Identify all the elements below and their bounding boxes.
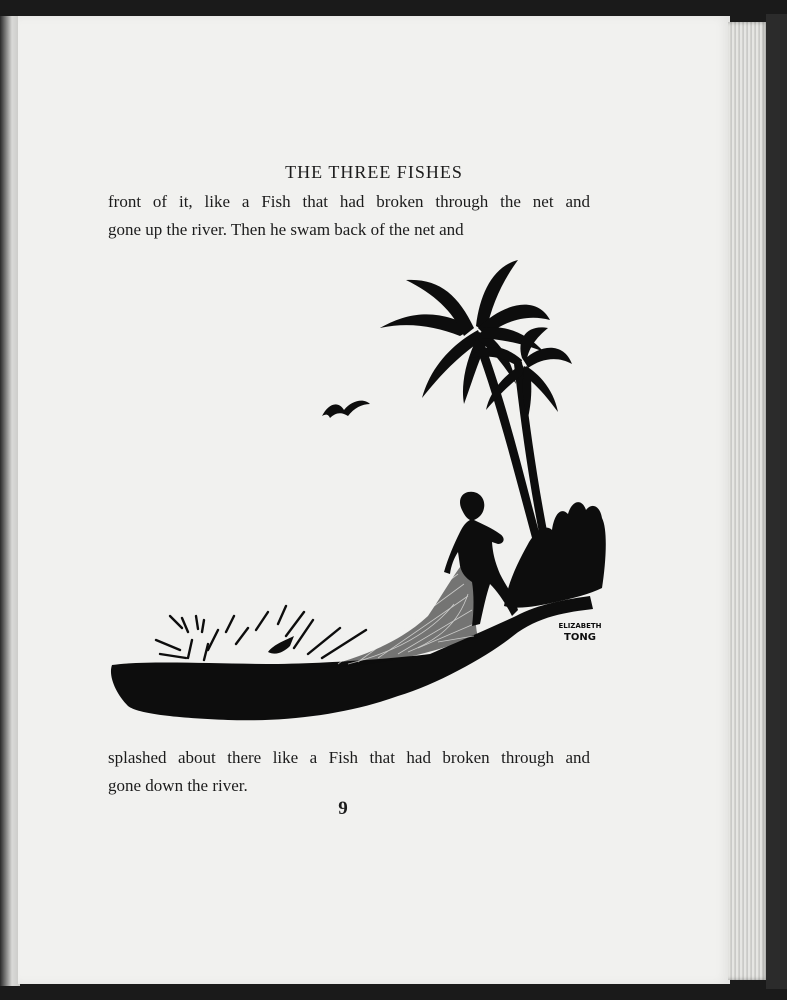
paragraph-bottom [108,744,590,800]
artist-signature [558,622,601,643]
text-line: gone down the river. [108,776,248,795]
fish-shape [268,636,294,654]
splash-lines [156,606,366,660]
svg-text:TONG: TONG [564,632,596,643]
page-number: 9 [338,798,348,819]
book-cover-right [766,14,787,989]
book-page [18,16,730,984]
paragraph-top [108,188,590,244]
text-line: front of it, like a Fish that had broken through the net and [108,192,590,211]
undergrowth-bush [504,502,606,608]
text-line: gone up the river. Then he swam back of the net and [108,220,464,239]
running-head: THE THREE FISHES [285,162,463,182]
page-edges [728,22,768,980]
silhouette-illustration [108,244,608,736]
svg-text:ELIZABETH: ELIZABETH [558,622,602,630]
book-cover-left [0,16,20,986]
text-line: splashed about there like a Fish that had broken through and [108,748,590,767]
bird-silhouette [322,401,370,418]
